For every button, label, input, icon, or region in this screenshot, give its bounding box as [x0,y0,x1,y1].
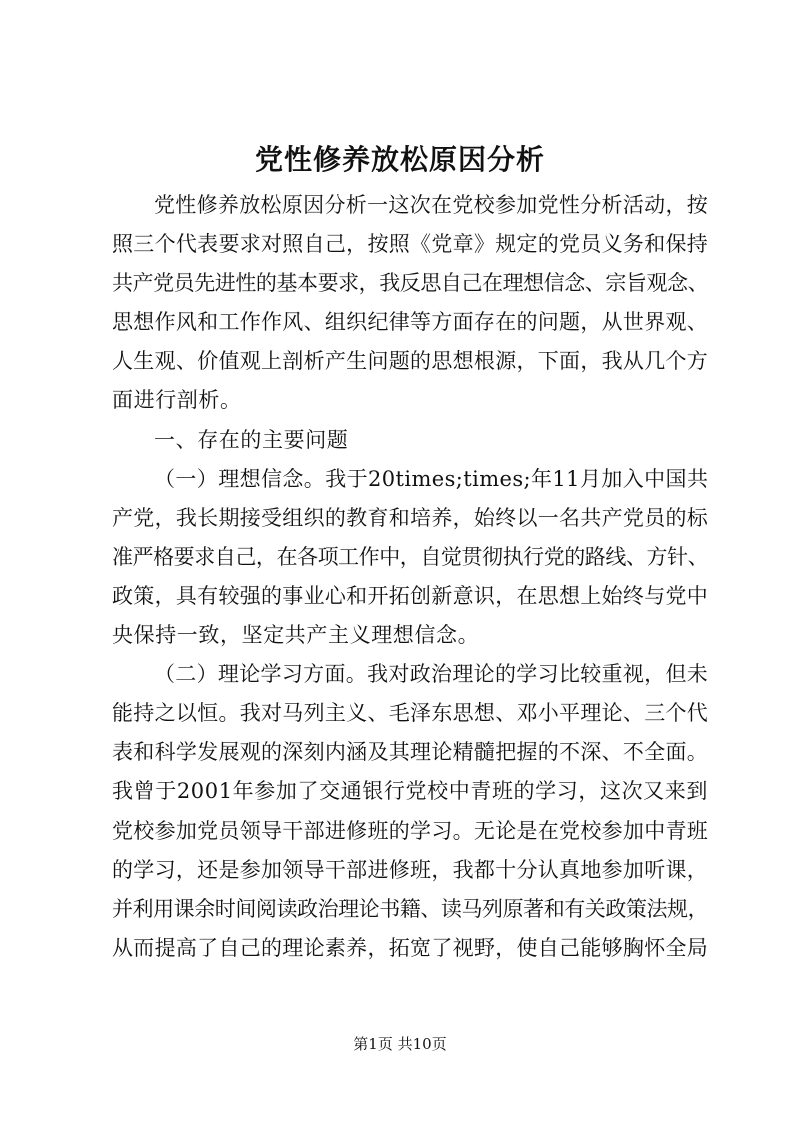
page-number-footer: 第1页 共10页 [353,1035,447,1053]
document-title: 党性修养放松原因分析 [254,143,545,176]
paragraph-line: 人生观、价值观上剖析产生问题的思想根源，下面，我从几个方 [112,349,708,374]
paragraph-line: 准严格要求自己，在各项工作中，自觉贯彻执行党的路线、方针、 [112,544,708,569]
paragraph-line: 央保持一致，坚定共产主义理想信念。 [112,623,480,648]
paragraph-line: 共产党员先进性的基本要求，我反思自己在理想信念、宗旨观念、 [112,271,708,296]
paragraph-line: 产党，我长期接受组织的教育和培养，始终以一名共产党员的标 [112,505,708,530]
paragraph-line: 表和科学发展观的深刻内涵及其理论精髓把握的不深、不全面。 [112,740,708,765]
paragraph-line: 思想作风和工作作风、组织纪律等方面存在的问题，从世界观、 [112,310,708,335]
paragraph-line: 的学习，还是参加领导干部进修班，我都十分认真地参加听课， [112,857,708,882]
paragraph-line: 我曾于2001年参加了交通银行党校中青班的学习，这次又来到 [112,779,708,804]
section-heading: 一、存在的主要问题 [154,427,349,452]
paragraph-line: （一）理想信念。我于20times;times;年11月加入中国共 [154,466,709,491]
paragraph-line: 能持之以恒。我对马列主义、毛泽东思想、邓小平理论、三个代 [112,701,708,726]
paragraph-line: 从而提高了自己的理论素养，拓宽了视野，使自己能够胸怀全局 [112,935,708,960]
paragraph-line: 政策，具有较强的事业心和开拓创新意识，在思想上始终与党中 [112,583,708,608]
paragraph-line: 党性修养放松原因分析一这次在党校参加党性分析活动，按 [154,193,708,217]
paragraph-line: 照三个代表要求对照自己，按照《党章》规定的党员义务和保持 [112,232,708,257]
paragraph-line: （二）理论学习方面。我对政治理论的学习比较重视，但未 [154,662,708,687]
paragraph-line: 党校参加党员领导干部进修班的学习。无论是在党校参加中青班 [112,818,708,843]
paragraph-line: 面进行剖析。 [112,388,242,413]
document-body [112,186,708,968]
paragraph-line: 并利用课余时间阅读政治理论书籍、读马列原著和有关政策法规， [112,896,708,921]
